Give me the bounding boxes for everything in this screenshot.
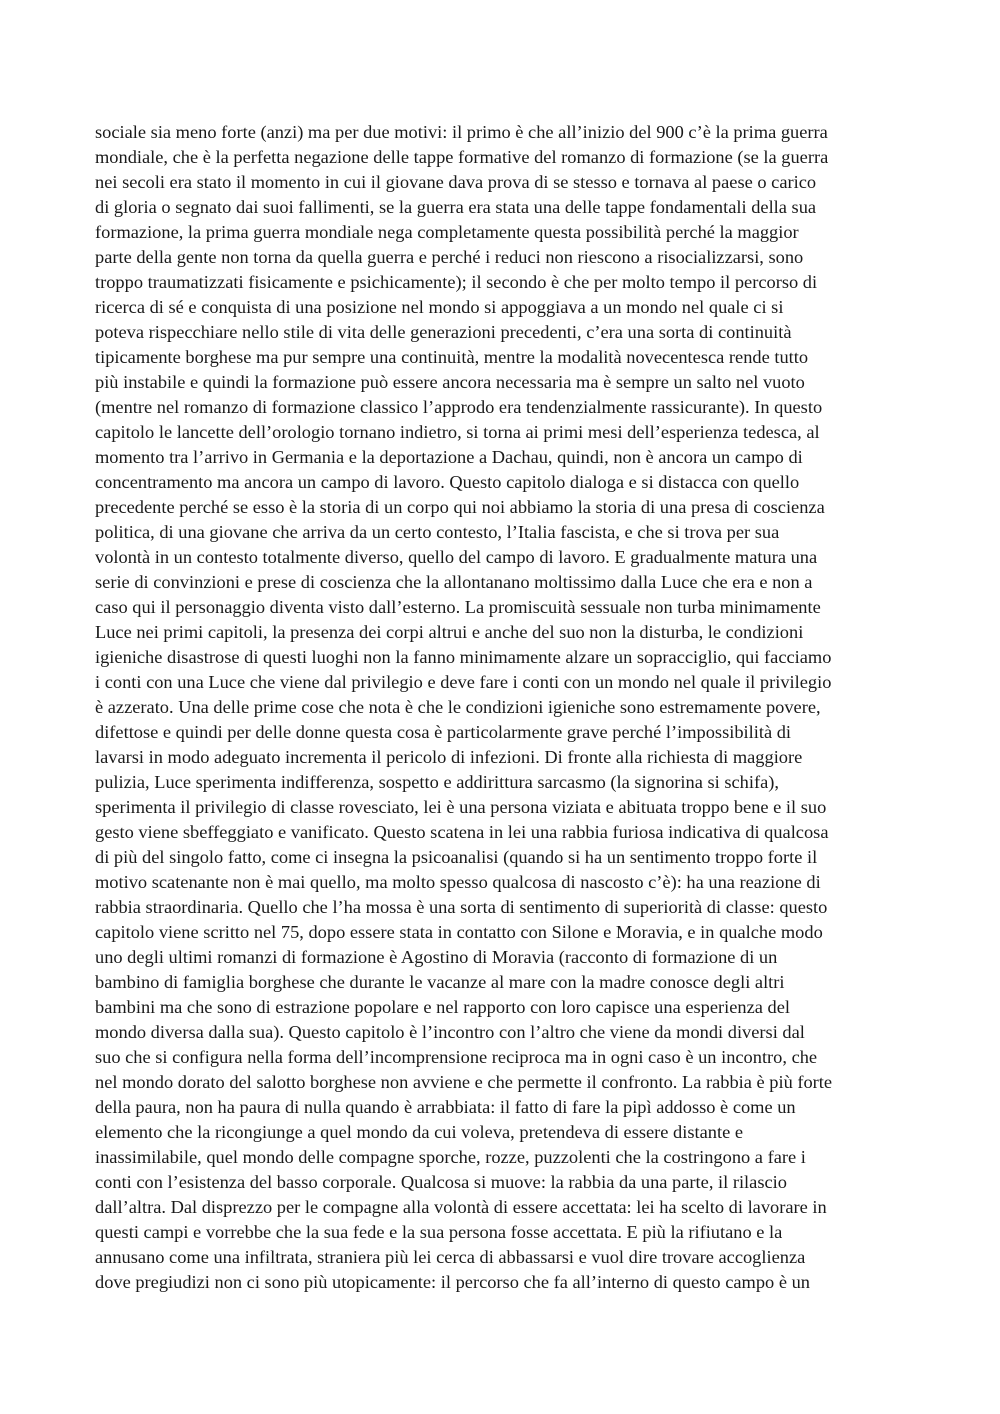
text-line: sperimenta il privilegio di classe rovesciato, lei è una persona viziata e abituata troppo bene e il suo	[95, 797, 827, 817]
text-line: politica, di una giovane che arriva da un certo contesto, l’Italia fascista, e che si trova per sua	[95, 522, 780, 542]
text-line: Luce nei primi capitoli, la presenza dei corpi altrui e anche del suo non la disturba, le condizioni	[95, 622, 804, 642]
text-line: i conti con una Luce che viene dal privilegio e deve fare i conti con un mondo nel quale il privilegio	[95, 672, 832, 692]
text-line: ricerca di sé e conquista di una posizione nel mondo si appoggiava a un mondo nel quale ci si	[95, 297, 784, 317]
text-line: pulizia, Luce sperimenta indifferenza, sospetto e addirittura sarcasmo (la signorina si schifa),	[95, 772, 779, 792]
text-line: suo che si configura nella forma dell’incomprensione reciproca ma in ogni caso è un incontro, che	[95, 1047, 818, 1067]
text-line: mondo diversa dalla sua). Questo capitolo è l’incontro con l’altro che viene da mondi diversi dal	[95, 1022, 805, 1042]
text-line: formazione, la prima guerra mondiale nega completamente questa possibilità perché la maggior	[95, 222, 799, 242]
text-line: troppo traumatizzati fisicamente e psichicamente); il secondo è che per molto tempo il percorso di	[95, 272, 818, 292]
text-line: conti con l’esistenza del basso corporale. Qualcosa si muove: la rabbia da una parte, il rilascio	[95, 1172, 787, 1192]
text-line: nei secoli era stato il momento in cui il giovane dava prova di se stesso e tornava al paese o carico	[95, 172, 817, 192]
text-line: bambini ma che sono di estrazione popolare e nel rapporto con loro capisce una esperienza del	[95, 997, 790, 1017]
text-line: di gloria o segnato dai suoi fallimenti, se la guerra era stata una delle tappe fondamentali della sua	[95, 197, 817, 217]
text-line: della paura, non ha paura di nulla quando è arrabbiata: il fatto di fare la pipì addosso è come un	[95, 1097, 796, 1117]
text-line: sociale sia meno forte (anzi) ma per due motivi: il primo è che all’inizio del 900 c’è la prima guerra	[95, 122, 828, 142]
text-line: mondiale, che è la perfetta negazione delle tappe formative del romanzo di formazione (se la guerra	[95, 147, 829, 167]
text-line: momento tra l’arrivo in Germania e la deportazione a Dachau, quindi, non è ancora un campo di	[95, 447, 803, 467]
text-line: volontà in un contesto totalmente diverso, quello del campo di lavoro. E gradualmente matura una	[95, 547, 818, 567]
text-line: rabbia straordinaria. Quello che l’ha mossa è una sorta di sentimento di superiorità di classe: questo	[95, 897, 828, 917]
text-line: gesto viene sbeffeggiato e vanificato. Questo scatena in lei una rabbia furiosa indicativa di qualcosa	[95, 822, 829, 842]
text-line: precedente perché se esso è la storia di un corpo qui noi abbiamo la storia di una presa di coscienza	[95, 497, 825, 517]
text-line: più instabile e quindi la formazione può essere ancora necessaria ma è sempre un salto nel vuoto	[95, 372, 805, 392]
text-line: capitolo le lancette dell’orologio tornano indietro, si torna ai primi mesi dell’esperienza tedesca, al	[95, 422, 820, 442]
text-line: difettose e quindi per delle donne questa cosa è particolarmente grave perché l’impossibilità di	[95, 722, 792, 742]
text-line: igieniche disastrose di questi luoghi non la fanno minimamente alzare un sopracciglio, qui facciamo	[95, 647, 832, 667]
text-line: uno degli ultimi romanzi di formazione è Agostino di Moravia (racconto di formazione di un	[95, 947, 778, 967]
text-line: inassimilabile, quel mondo delle compagne sporche, rozze, puzzolenti che la costringono a fare i	[95, 1147, 806, 1167]
text-line: serie di convinzioni e prese di coscienza che la allontanano moltissimo dalla Luce che era e non a	[95, 572, 813, 592]
text-line: (mentre nel romanzo di formazione classico l’approdo era tendenzialmente rassicurante). In questo	[95, 397, 823, 417]
text-line: capitolo viene scritto nel 75, dopo essere stata in contatto con Silone e Moravia, e in qualche modo	[95, 922, 823, 942]
text-line: bambino di famiglia borghese che durante le vacanze al mare con la madre conosce degli altri	[95, 972, 785, 992]
body-text	[95, 120, 915, 1295]
text-line: dove pregiudizi non ci sono più utopicamente: il percorso che fa all’interno di questo campo è un	[95, 1272, 810, 1292]
text-line: parte della gente non torna da quella guerra e perché i reduci non riescono a risocializzarsi, sono	[95, 247, 804, 267]
text-line: concentramento ma ancora un campo di lavoro. Questo capitolo dialoga e si distacca con quello	[95, 472, 800, 492]
text-line: dall’altra. Dal disprezzo per le compagne alla volontà di essere accettata: lei ha scelto di lavorare in	[95, 1197, 827, 1217]
text-line: di più del singolo fatto, come ci insegna la psicoanalisi (quando si ha un sentimento troppo forte il	[95, 847, 818, 867]
text-line: annusano come una infiltrata, straniera più lei cerca di abbassarsi e vuol dire trovare accoglienza	[95, 1247, 806, 1267]
text-line: elemento che la ricongiunge a quel mondo da cui voleva, pretendeva di essere distante e	[95, 1122, 744, 1142]
text-line: tipicamente borghese ma pur sempre una continuità, mentre la modalità novecentesca rende tutto	[95, 347, 809, 367]
text-line: motivo scatenante non è mai quello, ma molto spesso qualcosa di nascosto c’è): ha una reazione di	[95, 872, 821, 892]
text-line: è azzerato. Una delle prime cose che nota è che le condizioni igieniche sono estremamente povere,	[95, 697, 821, 717]
text-line: lavarsi in modo adeguato incrementa il pericolo di infezioni. Di fronte alla richiesta di maggiore	[95, 747, 803, 767]
text-line: poteva rispecchiare nello stile di vita delle generazioni precedenti, c’era una sorta di continuità	[95, 322, 792, 342]
text-line: nel mondo dorato del salotto borghese non avviene e che permette il confronto. La rabbia è più forte	[95, 1072, 833, 1092]
text-line: questi campi e vorrebbe che la sua fede e la sua persona fosse accettata. E più la rifiutano e la	[95, 1222, 783, 1242]
text-line: caso qui il personaggio diventa visto dall’esterno. La promiscuità sessuale non turba minimamente	[95, 597, 821, 617]
